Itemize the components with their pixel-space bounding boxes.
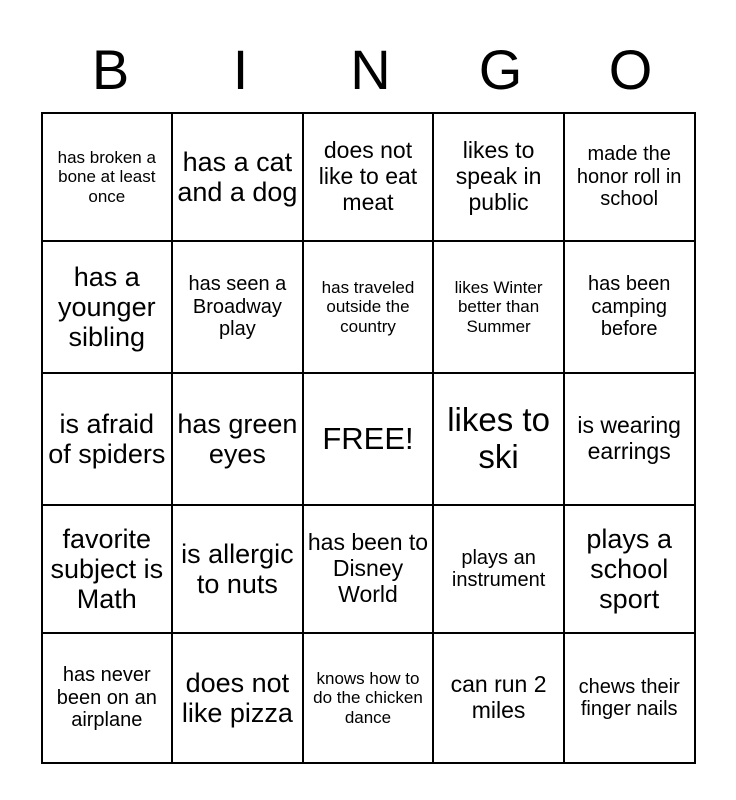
bingo-cell-o3[interactable]: is wearing earrings: [564, 373, 695, 505]
bingo-cell-i2[interactable]: has seen a Broadway play: [172, 241, 303, 373]
bingo-cell-o1[interactable]: made the honor roll in school: [564, 113, 695, 241]
bingo-cell-b5[interactable]: has never been on an airplane: [42, 633, 173, 763]
bingo-cell-b2[interactable]: has a younger sibling: [42, 241, 173, 373]
bingo-cell-n1[interactable]: does not like to eat meat: [303, 113, 434, 241]
bingo-cell-g1[interactable]: likes to speak in public: [433, 113, 564, 241]
bingo-cell-b3[interactable]: is afraid of spiders: [42, 373, 173, 505]
bingo-cell-g4[interactable]: plays an instrument: [433, 505, 564, 633]
header-letter-b: B: [91, 38, 130, 101]
header-letter-g: G: [478, 38, 523, 101]
bingo-grid: [41, 112, 696, 764]
bingo-cell-g3[interactable]: likes to ski: [433, 373, 564, 505]
bingo-cell-i5[interactable]: does not like pizza: [172, 633, 303, 763]
header-letter-n: N: [350, 38, 391, 101]
bingo-row: [42, 373, 695, 505]
bingo-cell-o4[interactable]: plays a school sport: [564, 505, 695, 633]
bingo-cell-b1[interactable]: has broken a bone at least once: [42, 113, 173, 241]
bingo-cell-o5[interactable]: chews their finger nails: [564, 633, 695, 763]
bingo-cell-i1[interactable]: has a cat and a dog: [172, 113, 303, 241]
bingo-header: [41, 0, 696, 102]
bingo-cell-g5[interactable]: can run 2 miles: [433, 633, 564, 763]
header-letter-i: I: [232, 38, 249, 101]
bingo-row: [42, 633, 695, 763]
bingo-row: [42, 113, 695, 241]
bingo-row: [42, 505, 695, 633]
bingo-cell-n2[interactable]: has traveled outside the country: [303, 241, 434, 373]
bingo-cell-g2[interactable]: likes Winter better than Summer: [433, 241, 564, 373]
bingo-row: [42, 241, 695, 373]
bingo-cell-n5[interactable]: knows how to do the chicken dance: [303, 633, 434, 763]
bingo-cell-n4[interactable]: has been to Disney World: [303, 505, 434, 633]
bingo-cell-i4[interactable]: is allergic to nuts: [172, 505, 303, 633]
bingo-cell-o2[interactable]: has been camping before: [564, 241, 695, 373]
bingo-cell-free[interactable]: FREE!: [303, 373, 434, 505]
bingo-cell-i3[interactable]: has green eyes: [172, 373, 303, 505]
header-letter-o: O: [608, 38, 653, 101]
bingo-cell-b4[interactable]: favorite subject is Math: [42, 505, 173, 633]
